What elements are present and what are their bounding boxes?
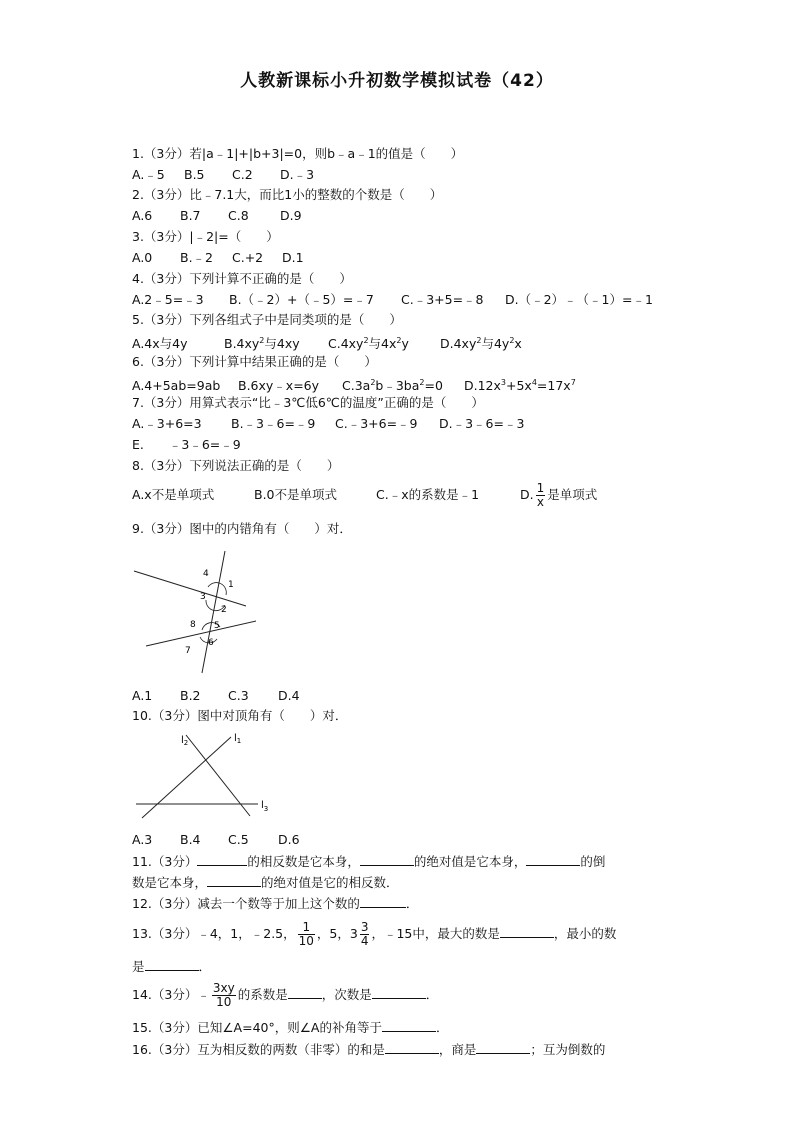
- q9-option-b[interactable]: B.2: [180, 688, 201, 703]
- q10-option-a[interactable]: A.3: [132, 832, 153, 847]
- q12: 12.（3分）减去一个数等于加上这个数的 ．: [132, 896, 419, 911]
- q9-figure: [128, 545, 268, 680]
- q9-option-c[interactable]: C.3: [228, 688, 249, 703]
- q9-angle-label-6: 6: [208, 638, 214, 648]
- q8-option-c[interactable]: C.﹣x的系数是﹣1: [376, 487, 480, 502]
- q7-options: [132, 416, 524, 432]
- q9-line-bottom: [146, 621, 256, 646]
- q12-blank[interactable]: [360, 895, 406, 908]
- q9-angle-label-2: 2: [221, 605, 227, 615]
- q6-stem: 6.（3分）下列计算中结果正确的是（ ）: [132, 354, 377, 369]
- q4-option-d[interactable]: D.（﹣2）﹣（﹣1）=﹣1: [505, 292, 653, 307]
- q8-option-d[interactable]: D. $\frac{1}{x}$ 是单项式: [520, 481, 598, 509]
- q10-option-b[interactable]: B.4: [180, 832, 201, 847]
- q3-option-d[interactable]: D.1: [282, 250, 304, 265]
- q13-blank-2[interactable]: [145, 958, 199, 971]
- q5-option-d[interactable]: $D.4xy^2$与$4y^2x$: [440, 336, 522, 351]
- q6-option-d[interactable]: $D.12x^3+5x^4=17x^7$: [464, 378, 576, 393]
- q1-option-b[interactable]: B.5: [184, 167, 205, 182]
- q10-figure: [128, 728, 278, 823]
- q10-options: [132, 832, 300, 848]
- q7-option-c[interactable]: C.﹣3+6=﹣9: [335, 416, 418, 431]
- q1-options: [132, 167, 314, 183]
- q14: 14.（3分）﹣ $\frac{3xy}{10}$ 的系数是 ，次数是 ．: [132, 981, 439, 1009]
- q11-line2: 数是它本身， 的绝对值是它的相反数．: [132, 875, 399, 890]
- q13-line1: 13.（3分）﹣4，1，﹣2.5， $\frac{1}{10}$ ，5，3 $\frac{3}{4}$ ，﹣15中，最大的数是 ，最小的数: [132, 920, 617, 948]
- page-title: 人教新课标小升初数学模拟试卷（42）: [240, 71, 554, 91]
- q1-option-a[interactable]: A.﹣5: [132, 167, 165, 182]
- q11-blank-4[interactable]: [207, 874, 261, 887]
- q10-stem: 10.（3分）图中对顶角有（ ）对．: [132, 708, 348, 723]
- q11-blank-3[interactable]: [526, 853, 580, 866]
- q8-stem: 8.（3分）下列说法正确的是（ ）: [132, 458, 340, 473]
- q8-option-a[interactable]: A.x不是单项式: [132, 487, 215, 502]
- q13-line2: 是 ．: [132, 959, 212, 974]
- q10-option-c[interactable]: C.5: [228, 832, 249, 847]
- q5-options: [132, 333, 522, 352]
- q14-blank-1[interactable]: [288, 986, 322, 999]
- q14-blank-2[interactable]: [372, 986, 426, 999]
- q9-angle-label-4: 4: [203, 569, 209, 579]
- q4-stem: 4.（3分）下列计算不正确的是（ ）: [132, 271, 352, 286]
- q8-option-b[interactable]: B.0不是单项式: [254, 487, 338, 502]
- q7-option-d[interactable]: D.﹣3﹣6=﹣3: [439, 416, 525, 431]
- q13-fraction-2: $\frac{3}{4}$: [360, 920, 369, 948]
- q11-blank-1[interactable]: [197, 853, 247, 866]
- q11-blank-2[interactable]: [360, 853, 414, 866]
- q2-option-b[interactable]: B.7: [180, 208, 201, 223]
- q6-option-a[interactable]: A.4+5ab=9ab: [132, 378, 221, 393]
- q10-label-l1: $l_1$: [234, 733, 242, 745]
- q9-angle-label-5: 5: [214, 621, 220, 631]
- q3-options: [132, 250, 304, 266]
- q1-stem: 1.（3分）若|a﹣1|+|b+3|=0，则b﹣a﹣1的值是（ ）: [132, 146, 464, 161]
- q13-blank-1[interactable]: [500, 925, 554, 938]
- q16-blank-1[interactable]: [385, 1041, 439, 1054]
- q9-options: [132, 688, 300, 704]
- q13-fraction-1: $\frac{1}{10}$: [298, 920, 314, 948]
- q10-line-l1: [142, 737, 231, 818]
- q3-option-a[interactable]: A.0: [132, 250, 153, 265]
- q5-option-b[interactable]: $B.4xy^2$与4xy: [224, 336, 300, 351]
- q8-fraction: $\frac{1}{x}$: [536, 481, 545, 509]
- q2-options: [132, 208, 302, 224]
- q15: 15.（3分）已知∠A=40°，则∠A的补角等于 ．: [132, 1020, 449, 1035]
- q10-label-l2: $l_2$: [181, 735, 189, 747]
- q9-angle-label-3: 3: [200, 592, 206, 602]
- q5-stem: 5.（3分）下列各组式子中是同类项的是（ ）: [132, 312, 402, 327]
- q9-option-a[interactable]: A.1: [132, 688, 153, 703]
- q6-option-b[interactable]: B.6xy﹣x=6y: [238, 378, 320, 393]
- q4-option-b[interactable]: B.（﹣2）+（﹣5）=﹣7: [229, 292, 374, 307]
- q9-option-d[interactable]: D.4: [278, 688, 300, 703]
- q5-option-c[interactable]: $C.4xy^2$与$4x^2y$: [328, 336, 409, 351]
- q2-option-c[interactable]: C.8: [228, 208, 249, 223]
- q3-option-c[interactable]: C.+2: [232, 250, 264, 265]
- q2-stem: 2.（3分）比﹣7.1大，而比1小的整数的个数是（ ）: [132, 187, 443, 202]
- q7-option-e[interactable]: E. ﹣3﹣6=﹣9: [132, 437, 241, 452]
- q9-angle-label-7: 7: [185, 646, 191, 656]
- q14-fraction: $\frac{3xy}{10}$: [212, 981, 235, 1009]
- q1-option-c[interactable]: C.2: [232, 167, 253, 182]
- q11-line1: 11.（3分） 的相反数是它本身， 的绝对值是它本身， 的倒: [132, 854, 606, 869]
- q7-option-b[interactable]: B.﹣3﹣6=﹣9: [231, 416, 316, 431]
- q9-angle-label-1: 1: [228, 580, 234, 590]
- q10-label-l3: $l_3$: [261, 800, 269, 813]
- q7-option-a[interactable]: A.﹣3+6=3: [132, 416, 202, 431]
- q2-option-a[interactable]: A.6: [132, 208, 153, 223]
- q3-option-b[interactable]: B.﹣2: [180, 250, 214, 265]
- q4-option-a[interactable]: A.2﹣5=﹣3: [132, 292, 204, 307]
- q6-options: [132, 375, 576, 394]
- q7-stem: 7.（3分）用算式表示“比﹣3℃低6℃的温度”正确的是（ ）: [132, 395, 484, 410]
- q15-blank[interactable]: [382, 1019, 436, 1032]
- q9-stem: 9.（3分）图中的内错角有（ ）对．: [132, 521, 352, 536]
- q5-option-a[interactable]: A.4x与4y: [132, 336, 188, 351]
- q6-option-c[interactable]: $C.3a^2b﹣3ba^2=0$: [342, 378, 443, 393]
- q10-option-d[interactable]: D.6: [278, 832, 300, 847]
- q9-angle-label-8: 8: [190, 620, 196, 630]
- q4-options: [132, 292, 653, 308]
- q3-stem: 3.（3分）|﹣2|=（ ）: [132, 229, 279, 244]
- q4-option-c[interactable]: C.﹣3+5=﹣8: [401, 292, 484, 307]
- q8-options: [132, 482, 597, 509]
- q2-option-d[interactable]: D.9: [280, 208, 302, 223]
- q16-blank-2[interactable]: [476, 1041, 530, 1054]
- q16: 16.（3分）互为相反数的两数（非零）的和是 ，商是 ；互为倒数的: [132, 1042, 606, 1057]
- q1-option-d[interactable]: D.﹣3: [280, 167, 315, 182]
